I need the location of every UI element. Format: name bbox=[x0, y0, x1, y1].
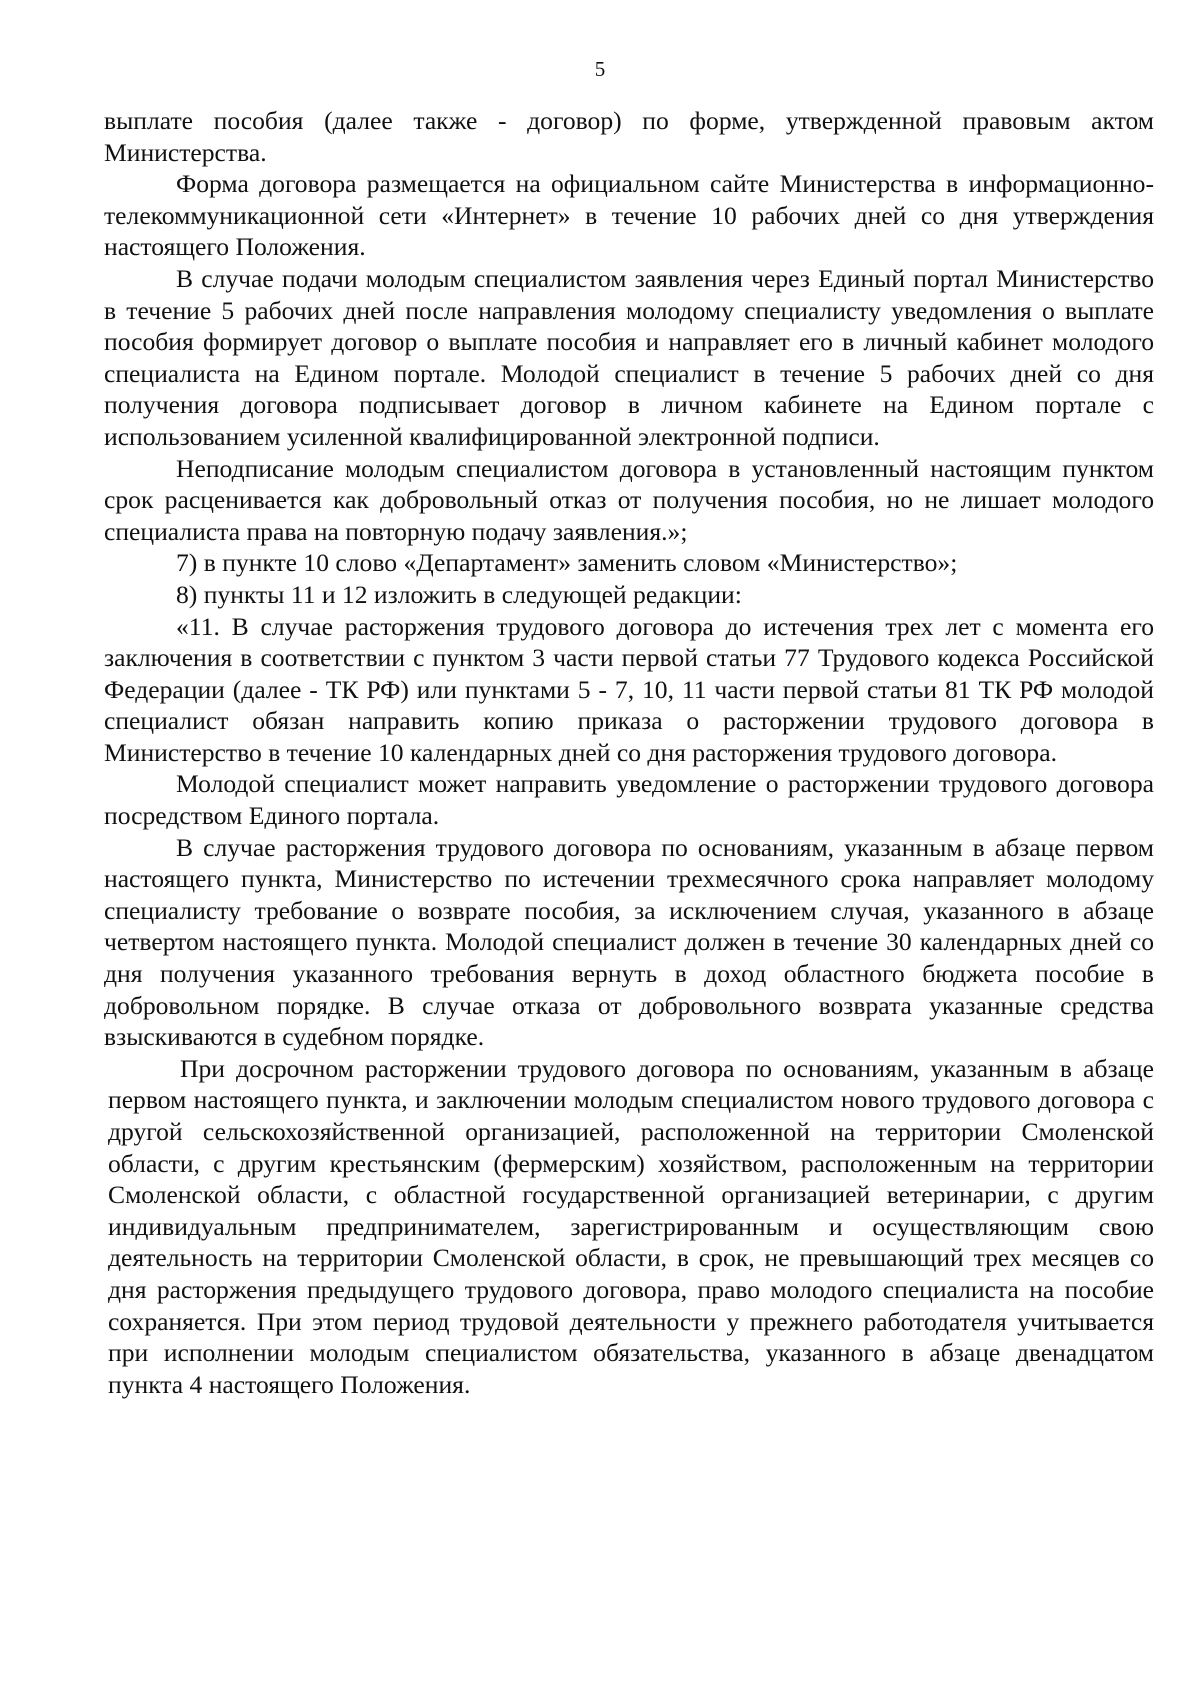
page-number: 5 bbox=[594, 57, 606, 81]
paragraph-4: Неподписание молодым специалистом договора в установленный настоящим пунктом срок расценивается как добровольный отказ от получения пособия, но не лишает молодого специалиста права на повторную подачу заявления.»; bbox=[104, 453, 1154, 546]
paragraph-10: При досрочном расторжении трудового договора по основаниям, указанным в абзаце первом настоящего пункта, и заключении молодым специалистом нового трудового договора с другой сельскохозяйственной организацией, расположенной на территории Смоленской области, с другим крестьянским (фермерским) хозяйством, расположенным на территории Смоленской области, с областной государственной организацией ветеринарии, с другим индивидуальным предпринимателем, зарегистрированным и осуществляющим свою деятельность на территории Смоленской области, в срок, не превышающий трех месяцев со дня расторжения предыдущего трудового договора, право молодого специалиста на пособие сохраняется. При этом период трудовой деятельности у прежнего работодателя учитывается при исполнении молодым специалистом обязательства, указанного в абзаце двенадцатом пункта 4 настоящего Положения. bbox=[108, 1053, 1154, 1399]
paragraph-7: «11. В случае расторжения трудового договора до истечения трех лет с момента его заключения в соответствии с пунктом 3 части первой статьи 77 Трудового кодекса Российской Федерации (далее - ТК РФ) или пунктами 5 - 7, 10, 11 части первой статьи 81 ТК РФ молодой специалист обязан направить копию приказа о расторжении трудового договора в Министерство в течение 10 календарных дней со дня расторжения трудового договора. bbox=[104, 611, 1154, 767]
paragraph-2: Форма договора размещается на официальном сайте Министерства в информационно-телекоммуникационной сети «Интернет» в течение 10 рабочих дней со дня утверждения настоящего Положения. bbox=[104, 169, 1154, 262]
document-body bbox=[104, 105, 1154, 1400]
paragraph-3: В случае подачи молодым специалистом заявления через Единый портал Министерство в течение 5 рабочих дней после направления молодому специалисту уведомления о выплате пособия формирует договор о выплате пособия и направляет его в личный кабинет молодого специалиста на Едином портале. Молодой специалист в течение 5 рабочих дней со дня получения договора подписывает договор в личном кабинете на Едином портале с использованием усиленной квалифицированной электронной подписи. bbox=[104, 263, 1154, 451]
paragraph-6: 8) пункты 11 и 12 изложить в следующей редакции: bbox=[176, 579, 742, 609]
paragraph-9: В случае расторжения трудового договора по основаниям, указанным в абзаце первом настоящего пункта, Министерство по истечении трехмесячного срока направляет молодому специалисту требование о возврате пособия, за исключением случая, указанного в абзаце четвертом настоящего пункта. Молодой специалист должен в течение 30 календарных дней со дня получения указанного требования вернуть в доход областного бюджета пособие в добровольном порядке. В случае отказа от добровольного возврата указанные средства взыскиваются в судебном порядке. bbox=[104, 832, 1154, 1052]
paragraph-8: Молодой специалист может направить уведомление о расторжении трудового договора посредством Единого портала. bbox=[104, 769, 1154, 831]
paragraph-1: выплате пособия (далее также - договор) по форме, утвержденной правовым актом Министерства. bbox=[104, 106, 1154, 167]
paragraph-5: 7) в пункте 10 слово «Департамент» заменить словом «Министерство»; bbox=[176, 548, 958, 578]
